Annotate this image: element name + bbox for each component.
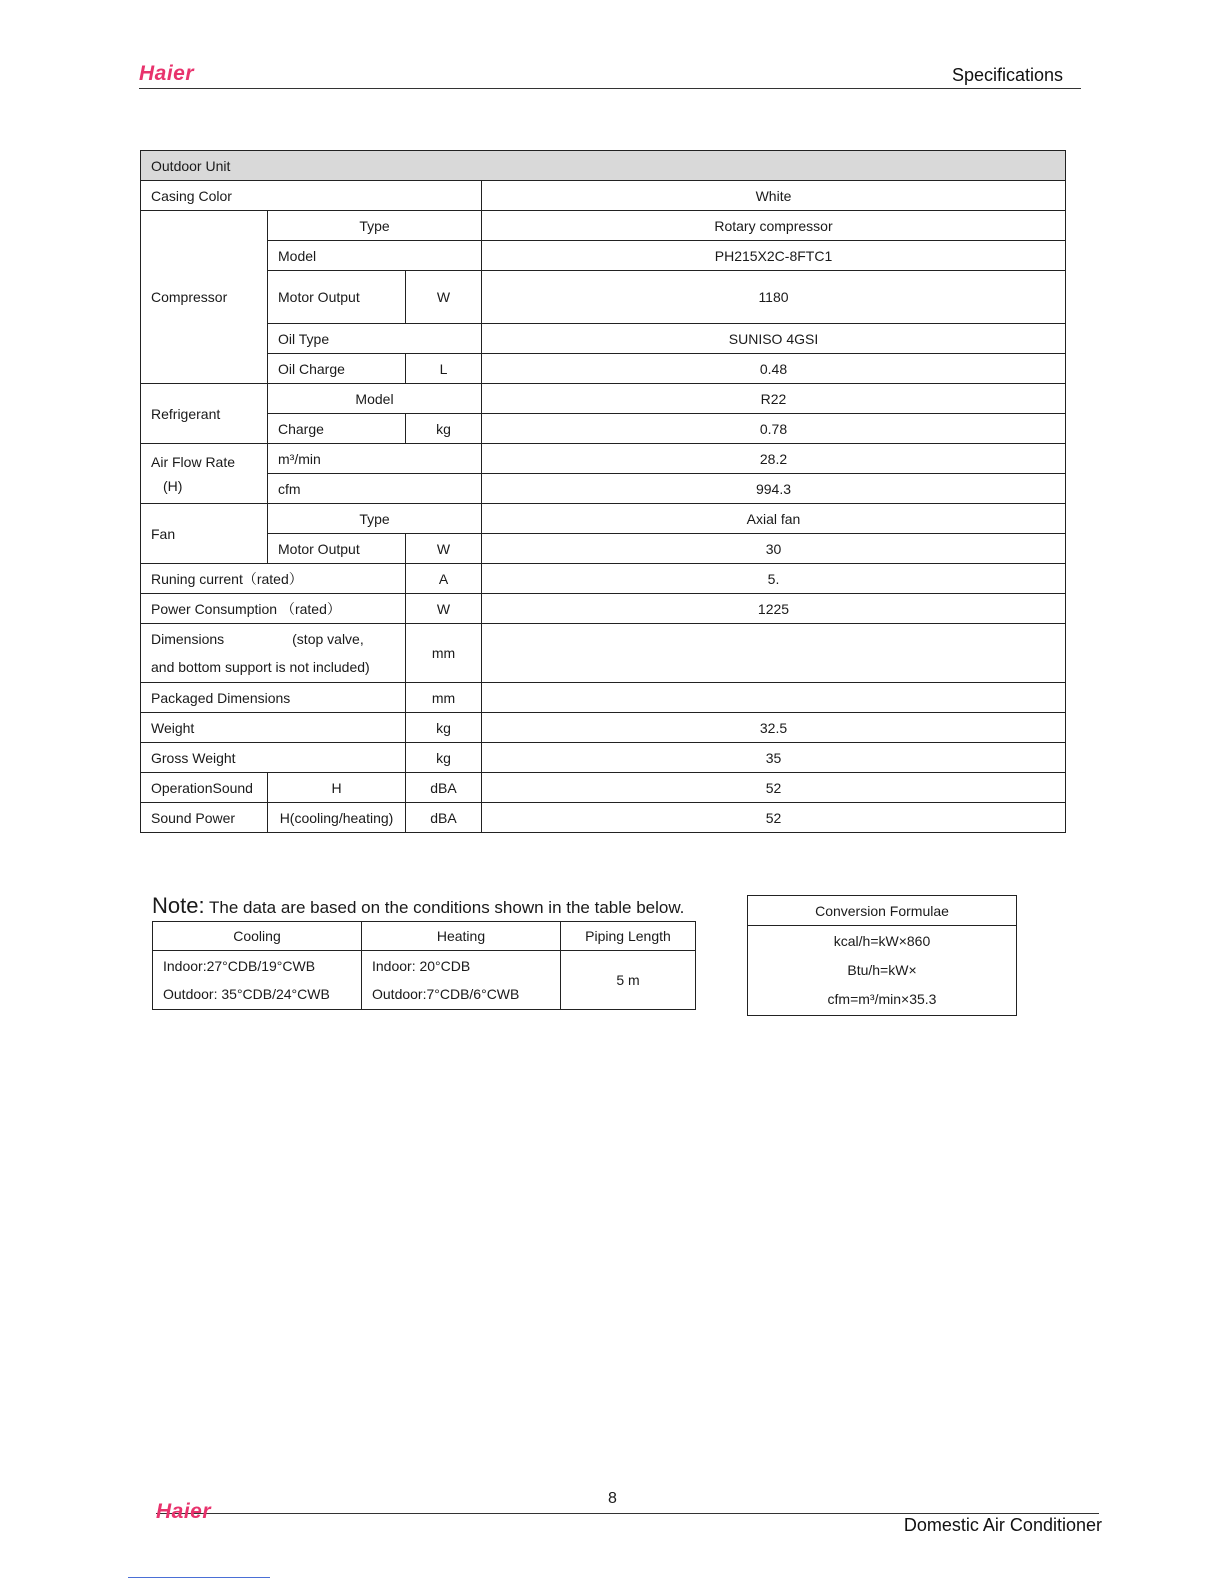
table-row — [141, 384, 1066, 414]
heating-outdoor: Outdoor:7°CDB/6°CWB — [372, 986, 520, 1002]
gross-weight-unit: kg — [406, 743, 482, 773]
compressor-motor-output-label: Motor Output — [268, 271, 406, 324]
compressor-motor-output-value: 1180 — [482, 271, 1066, 324]
oil-type-label: Oil Type — [268, 324, 482, 354]
weight-label: Weight — [141, 713, 406, 743]
air-flow-cfm-unit: cfm — [268, 474, 482, 504]
cooling-indoor: Indoor:27°CDB/19°CWB — [163, 958, 316, 974]
table-row — [141, 444, 1066, 474]
note-heading — [152, 893, 684, 919]
fan-label: Fan — [141, 504, 268, 564]
conditions-table — [152, 921, 696, 1010]
table-row — [141, 211, 1066, 241]
compressor-type-label: Type — [268, 211, 482, 241]
air-flow-label: Air Flow Rate — [151, 453, 236, 470]
heating-indoor: Indoor: 20°CDB — [372, 958, 471, 974]
cooling-conditions — [153, 951, 362, 1010]
conversion-title: Conversion Formulae — [748, 896, 1017, 926]
compressor-motor-output-unit: W — [406, 271, 482, 324]
refrigerant-charge-unit: kg — [406, 414, 482, 444]
table-row — [141, 181, 1066, 211]
table-row — [141, 624, 1066, 683]
packaged-dimensions-label: Packaged Dimensions — [141, 683, 406, 713]
footer-title: Domestic Air Conditioner — [903, 1515, 1102, 1535]
heating-header: Heating — [362, 922, 561, 951]
section-title: Outdoor Unit — [141, 151, 1066, 181]
conversion-formulas — [748, 926, 1017, 1016]
compressor-model-label: Model — [268, 241, 482, 271]
table-row — [748, 926, 1017, 1016]
table-row — [141, 474, 1066, 504]
formula-cfm: cfm=m³/min×35.3 — [827, 991, 937, 1007]
refrigerant-model-value: R22 — [482, 384, 1066, 414]
table-row — [748, 896, 1017, 926]
cooling-outdoor: Outdoor: 35°CDB/24°CWB — [163, 986, 330, 1002]
air-flow-sub-label: (H) — [163, 477, 183, 494]
footer-logo: Haier — [156, 1500, 212, 1523]
dimensions-unit: mm — [406, 624, 482, 683]
air-flow-cfm-value: 994.3 — [482, 474, 1066, 504]
power-consumption-value: 1225 — [482, 594, 1066, 624]
gross-weight-value: 35 — [482, 743, 1066, 773]
running-current-unit: A — [406, 564, 482, 594]
sound-power-label: Sound Power — [141, 803, 268, 833]
fan-motor-output-label: Motor Output — [268, 534, 406, 564]
air-flow-m3min-unit: m³/min — [268, 444, 482, 474]
table-row — [153, 922, 696, 951]
header-title: Specifications — [951, 65, 1063, 85]
piping-length-header: Piping Length — [561, 922, 696, 951]
header-logo: Haier — [139, 62, 195, 85]
dimensions-note: (stop valve, — [292, 631, 364, 647]
heating-conditions — [362, 951, 561, 1010]
air-flow-m3min-value: 28.2 — [482, 444, 1066, 474]
refrigerant-label: Refrigerant — [141, 384, 268, 444]
table-row — [141, 773, 1066, 803]
table-row — [141, 564, 1066, 594]
compressor-label: Compressor — [141, 211, 268, 384]
packaged-dimensions-unit: mm — [406, 683, 482, 713]
refrigerant-charge-label: Charge — [268, 414, 406, 444]
oil-charge-label: Oil Charge — [268, 354, 406, 384]
formula-btu: Btu/h=kW× — [847, 962, 917, 978]
cooling-header: Cooling — [153, 922, 362, 951]
air-flow-label-cell — [141, 444, 268, 504]
running-current-value: 5. — [482, 564, 1066, 594]
dimensions-note-2: and bottom support is not included) — [151, 659, 370, 675]
table-row — [141, 504, 1066, 534]
spec-table — [140, 150, 1066, 833]
note-prefix: Note: — [152, 893, 205, 918]
dimensions-label: Dimensions — [151, 631, 225, 647]
table-row — [153, 951, 696, 1010]
sound-power-unit: dBA — [406, 803, 482, 833]
table-row — [141, 683, 1066, 713]
operation-sound-mode: H — [268, 773, 406, 803]
table-row — [141, 271, 1066, 324]
fan-motor-output-value: 30 — [482, 534, 1066, 564]
operation-sound-label: OperationSound — [141, 773, 268, 803]
casing-color-value: White — [482, 181, 1066, 211]
link-underline — [128, 1577, 270, 1578]
table-row — [141, 803, 1066, 833]
weight-unit: kg — [406, 713, 482, 743]
power-consumption-label: Power Consumption （rated） — [141, 594, 406, 624]
weight-value: 32.5 — [482, 713, 1066, 743]
formula-kcal: kcal/h=kW×860 — [833, 933, 931, 949]
power-consumption-unit: W — [406, 594, 482, 624]
header-rule — [139, 88, 1081, 89]
dimensions-label-cell — [141, 624, 406, 683]
compressor-model-value: PH215X2C-8FTC1 — [482, 241, 1066, 271]
running-current-label: Runing current（rated） — [141, 564, 406, 594]
casing-color-label: Casing Color — [141, 181, 482, 211]
oil-charge-unit: L — [406, 354, 482, 384]
conversion-table — [747, 895, 1017, 1016]
operation-sound-unit: dBA — [406, 773, 482, 803]
gross-weight-label: Gross Weight — [141, 743, 406, 773]
refrigerant-model-label: Model — [268, 384, 482, 414]
fan-type-label: Type — [268, 504, 482, 534]
table-row — [141, 594, 1066, 624]
oil-type-value: SUNISO 4GSI — [482, 324, 1066, 354]
packaged-dimensions-value — [482, 683, 1066, 713]
table-row — [141, 713, 1066, 743]
compressor-type-value: Rotary compressor — [482, 211, 1066, 241]
piping-length-value: 5 m — [561, 951, 696, 1010]
footer-rule — [156, 1513, 1099, 1514]
sound-power-mode: H(cooling/heating) — [268, 803, 406, 833]
fan-motor-output-unit: W — [406, 534, 482, 564]
table-row — [141, 324, 1066, 354]
table-row — [141, 534, 1066, 564]
dimensions-value — [482, 624, 1066, 683]
table-row — [141, 743, 1066, 773]
page-number: 8 — [608, 1490, 617, 1507]
table-row — [141, 354, 1066, 384]
fan-type-value: Axial fan — [482, 504, 1066, 534]
table-row — [141, 241, 1066, 271]
table-row — [141, 414, 1066, 444]
note-text: The data are based on the conditions shown in the table below. — [204, 898, 685, 917]
sound-power-value: 52 — [482, 803, 1066, 833]
refrigerant-charge-value: 0.78 — [482, 414, 1066, 444]
oil-charge-value: 0.48 — [482, 354, 1066, 384]
operation-sound-value: 52 — [482, 773, 1066, 803]
table-row — [141, 151, 1066, 181]
